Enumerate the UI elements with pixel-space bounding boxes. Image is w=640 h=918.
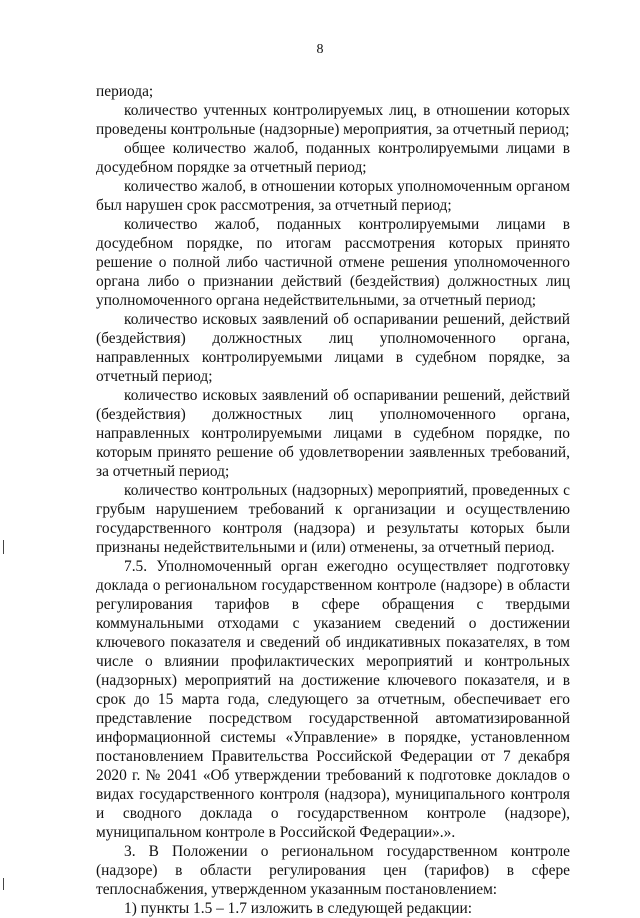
paragraph: количество исковых заявлений об оспаривании решений, действий (бездействия) должностных лиц уполномоченного органа, направленных контролируемыми лицами в судебном порядке, за отчетный период; — [96, 311, 570, 385]
paragraph: количество учтенных контролируемых лиц, в отношении которых проведены контрольные (надзорные) мероприятия, за отчетный период; — [96, 102, 570, 138]
paragraph: общее количество жалоб, поданных контролируемыми лицами в досудебном порядке за отчетный период; — [96, 140, 570, 176]
paragraph-continuation: периода; — [96, 83, 154, 100]
paragraph-subitem-1: 1) пункты 1.5 – 1.7 изложить в следующей редакции: — [124, 900, 473, 917]
paragraph: количество контрольных (надзорных) мероприятий, проведенных с грубым нарушением требований к организации и осуществлению государственного контроля (надзора) и результаты которых были признаны недействительными и (или) отменены, за отчетный период. — [96, 482, 570, 556]
document-body — [96, 82, 570, 918]
paragraph: количество жалоб, в отношении которых уполномоченным органом был нарушен срок рассмотрения, за отчетный период; — [96, 178, 570, 214]
scan-edge-mark — [3, 878, 4, 890]
paragraph-item-3: 3. В Положении о региональном государственном контроле (надзоре) в области регулирования цен (тарифов) в сфере теплоснабжения, утвержденном указанным постановлением: — [96, 843, 570, 898]
paragraph: количество жалоб, поданных контролируемыми лицами в досудебном порядке, по итогам рассмотрения которых принято решение о полной либо частичной отмене решения уполномоченного органа либо о признании действий (бездействия) должностных лиц уполномоченного органа недействительными, за отчетный период; — [96, 216, 570, 309]
paragraph-section-7-5: 7.5. Уполномоченный орган ежегодно осуществляет подготовку доклада о региональном государственном контроле (надзоре) в области регулирования тарифов в сфере обращения с твердыми коммунальными отходами с указанием сведений о достижении ключевого показателя и сведений об индикативных показателях, в том числе о влиянии профилактических мероприятий и контрольных (надзорных) мероприятий на достижение ключевого показателя, и в срок до 15 марта года, следующего за отчетным, обеспечивает его представление посредством государственной автоматизированной информационной системы «Управление» в порядке, установленном постановлением Правительства Российской Федерации от 7 декабря 2020 г. № 2041 «Об утверждении требований к подготовке докладов о видах государственного контроля (надзора), муниципального контроля и сводного доклада о государственном контроле (надзоре), муниципальном контроле в Российской Федерации».». — [96, 558, 570, 841]
paragraph: количество исковых заявлений об оспаривании решений, действий (бездействия) должностных лиц уполномоченного органа, направленных контролируемыми лицами в судебном порядке, по которым принято решение об удовлетворении заявленных требований, за отчетный период; — [96, 387, 570, 480]
page-number: 8 — [316, 42, 324, 57]
scan-edge-mark — [3, 540, 4, 554]
